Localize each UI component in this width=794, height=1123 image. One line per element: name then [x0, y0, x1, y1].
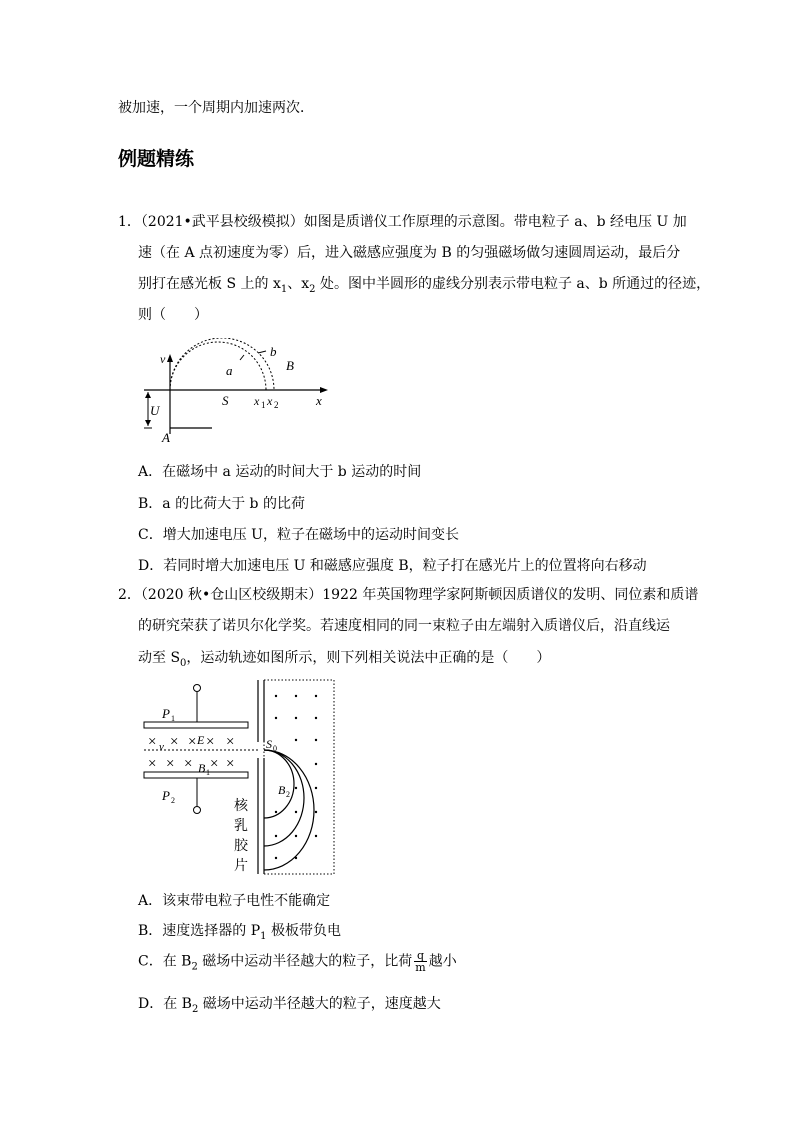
label-B1: B: [198, 761, 206, 775]
label-S0-sub: 0: [273, 744, 277, 753]
q1-option-d[interactable]: D．若同时增大加速电压 U 和磁感应强度 B，粒子打在感光片上的位置将向右移动: [138, 558, 647, 574]
label-B: B: [286, 358, 294, 373]
mass-spectrometer-figure-2: [140, 678, 340, 878]
mass-spectrometer-figure-1: [140, 338, 340, 448]
label-b: b: [270, 344, 277, 359]
label-P1: P: [162, 706, 170, 721]
label-B2: B: [278, 783, 286, 797]
q1-option-a[interactable]: A．在磁场中 a 运动的时间大于 b 运动的时间: [138, 464, 422, 480]
label-x1-sub: 1: [261, 400, 266, 410]
q2-option-d[interactable]: D．在 $B_2$ 磁场中运动半径越大的粒子，速度越大: [138, 996, 441, 1015]
label-S0: S: [266, 737, 272, 751]
cross-icon: ×: [206, 734, 215, 750]
cross-icon: ×: [226, 734, 235, 750]
label-S: S: [222, 393, 229, 408]
label-x: x: [316, 393, 322, 408]
label-x2-sub: 2: [274, 400, 279, 410]
cross-icon: ×: [188, 734, 197, 750]
film-label-char: 片: [234, 859, 248, 874]
film-label-char: 乳: [234, 819, 248, 834]
cross-icon: ×: [226, 756, 235, 772]
film-label-char: 核: [234, 799, 248, 814]
label-A: A: [162, 430, 170, 445]
q1-option-c[interactable]: C．增大加速电压 U，粒子在磁场中的运动时间变长: [138, 527, 459, 543]
question-2-line-1: 2．（2020 秋•仓山区校级期末）1922 年英国物理学家阿斯顿因质谱仪的发明、同位素和质谱: [118, 587, 699, 603]
label-U: U: [150, 403, 160, 418]
label-x2: x: [267, 394, 273, 408]
question-1-line-2: 速（在 A 点初速度为零）后，进入磁感应强度为 B 的匀强磁场做匀速圆周运动，最后分: [138, 245, 681, 261]
label-B2-sub: 2: [286, 790, 290, 799]
film-label-char: 胶: [234, 839, 248, 854]
label-P1-sub: 1: [171, 714, 175, 723]
fraction-q-over-m: $\frac{q}{m}$: [415, 949, 426, 974]
label-B1-sub: 1: [206, 768, 210, 777]
q2-option-c[interactable]: C．在 $B_2$ 磁场中运动半径越大的粒子，比荷 $\frac{q}{m}$ 越小: [138, 949, 457, 974]
cross-icon: ×: [210, 756, 219, 772]
label-v: v: [160, 352, 166, 366]
cross-icon: ×: [170, 734, 179, 750]
question-1-line-4: 则（ ）: [138, 307, 208, 323]
cross-icon: ×: [166, 756, 175, 772]
q2-option-b[interactable]: B．速度选择器的 $P_1$ 极板带负电: [138, 923, 341, 942]
label-a: a: [226, 363, 233, 378]
cross-icon: ×: [184, 756, 193, 772]
cross-icon: ×: [148, 756, 157, 772]
question-1-line-3: 别打在感光板 S 上的 $x_1$、$x_2$ 处。图中半圆形的虚线分别表示带电粒子 a、b 所通过的径迹，: [138, 276, 711, 295]
question-1-line-1: 1．（2021•武平县校级模拟）如图是质谱仪工作原理的示意图。带电粒子 a、b 经电压 U 加: [118, 214, 687, 230]
question-2-line-2: 的研究荣获了诺贝尔化学奖。若速度相同的同一束粒子由左端射入质谱仪后，沿直线运: [138, 618, 670, 634]
label-x1: x: [254, 394, 260, 408]
label-P2: P: [162, 788, 170, 803]
question-2-line-3: 动至 $S_0$，运动轨迹如图所示，则下列相关说法中正确的是（ ）: [138, 650, 551, 669]
cross-icon: ×: [148, 734, 157, 750]
q2-option-a[interactable]: A．该束带电粒子电性不能确定: [138, 893, 331, 909]
label-v: v: [159, 741, 164, 753]
q1-option-b[interactable]: B．a 的比荷大于 b 的比荷: [138, 496, 305, 512]
label-P2-sub: 2: [171, 796, 175, 805]
section-title: 例题精练: [118, 148, 195, 170]
intro-text: 被加速，一个周期内加速两次．: [118, 100, 314, 116]
label-E: E: [197, 733, 205, 747]
